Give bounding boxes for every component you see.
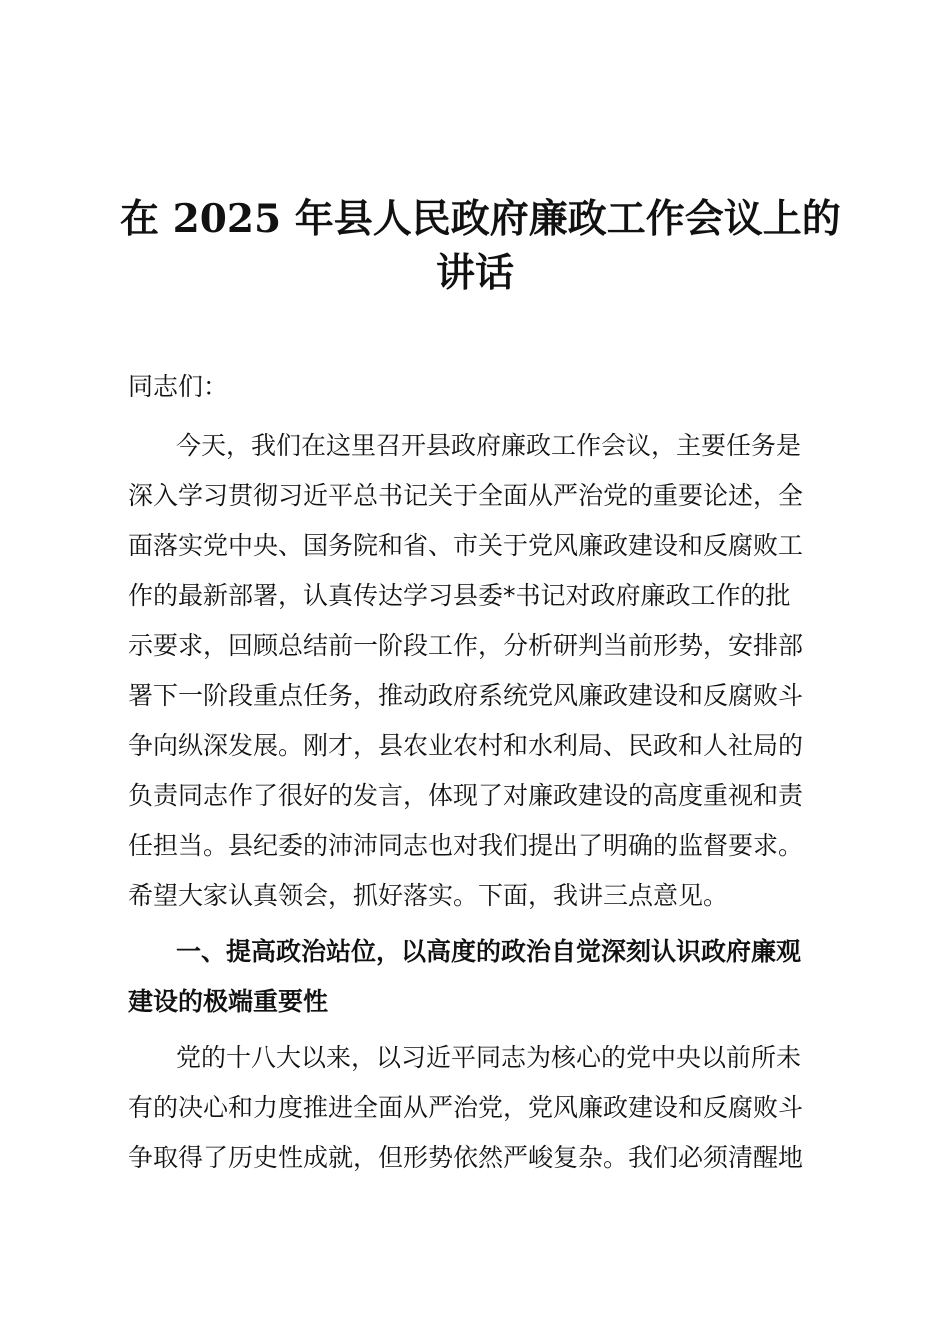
paragraph1-line: 负责同志作了很好的发言，体现了对廉政建设的高度重视和责 bbox=[128, 781, 804, 810]
paragraph1-line: 任担当。县纪委的沛沛同志也对我们提出了明确的监督要求。 bbox=[128, 831, 804, 860]
document-title bbox=[120, 192, 841, 300]
paragraph2-line: 有的决心和力度推进全面从严治党，党风廉政建设和反腐败斗 bbox=[128, 1093, 804, 1122]
title-line-2: 讲话 bbox=[435, 250, 514, 296]
paragraph1-line: 面落实党中央、国务院和省、市关于党风廉政建设和反腐败工 bbox=[128, 531, 804, 560]
paragraph1-line: 作的最新部署，认真传达学习县委*书记对政府廉政工作的批 bbox=[128, 581, 791, 610]
paragraph1-line: 深入学习贯彻习近平总书记关于全面从严治党的重要论述，全 bbox=[128, 481, 804, 510]
paragraph1-line: 署下一阶段重点任务，推动政府系统党风廉政建设和反腐败斗 bbox=[128, 681, 804, 710]
paragraph1-line: 希望大家认真领会，抓好落实。下面，我讲三点意见。 bbox=[128, 881, 729, 910]
paragraph1-line: 示要求，回顾总结前一阶段工作，分析研判当前形势，安排部 bbox=[128, 631, 804, 660]
section1-heading-line: 建设的极端重要性 bbox=[128, 987, 329, 1016]
greeting: 同志们： bbox=[128, 372, 229, 401]
paragraph2-line: 党的十八大以来，以习近平同志为核心的党中央以前所未 bbox=[176, 1043, 802, 1072]
paragraph1-line: 今天，我们在这里召开县政府廉政工作会议，主要任务是 bbox=[176, 431, 802, 460]
title-line-1: 在 2025 年县人民政府廉政工作会议上的 bbox=[120, 196, 841, 242]
paragraph1-line: 争向纵深发展。刚才，县农业农村和水利局、民政和人社局的 bbox=[128, 731, 804, 760]
section1-heading-line: 一、提高政治站位，以高度的政治自觉深刻认识政府廉观 bbox=[176, 937, 802, 966]
paragraph2-line: 争取得了历史性成就，但形势依然严峻复杂。我们必须清醒地 bbox=[128, 1143, 804, 1172]
